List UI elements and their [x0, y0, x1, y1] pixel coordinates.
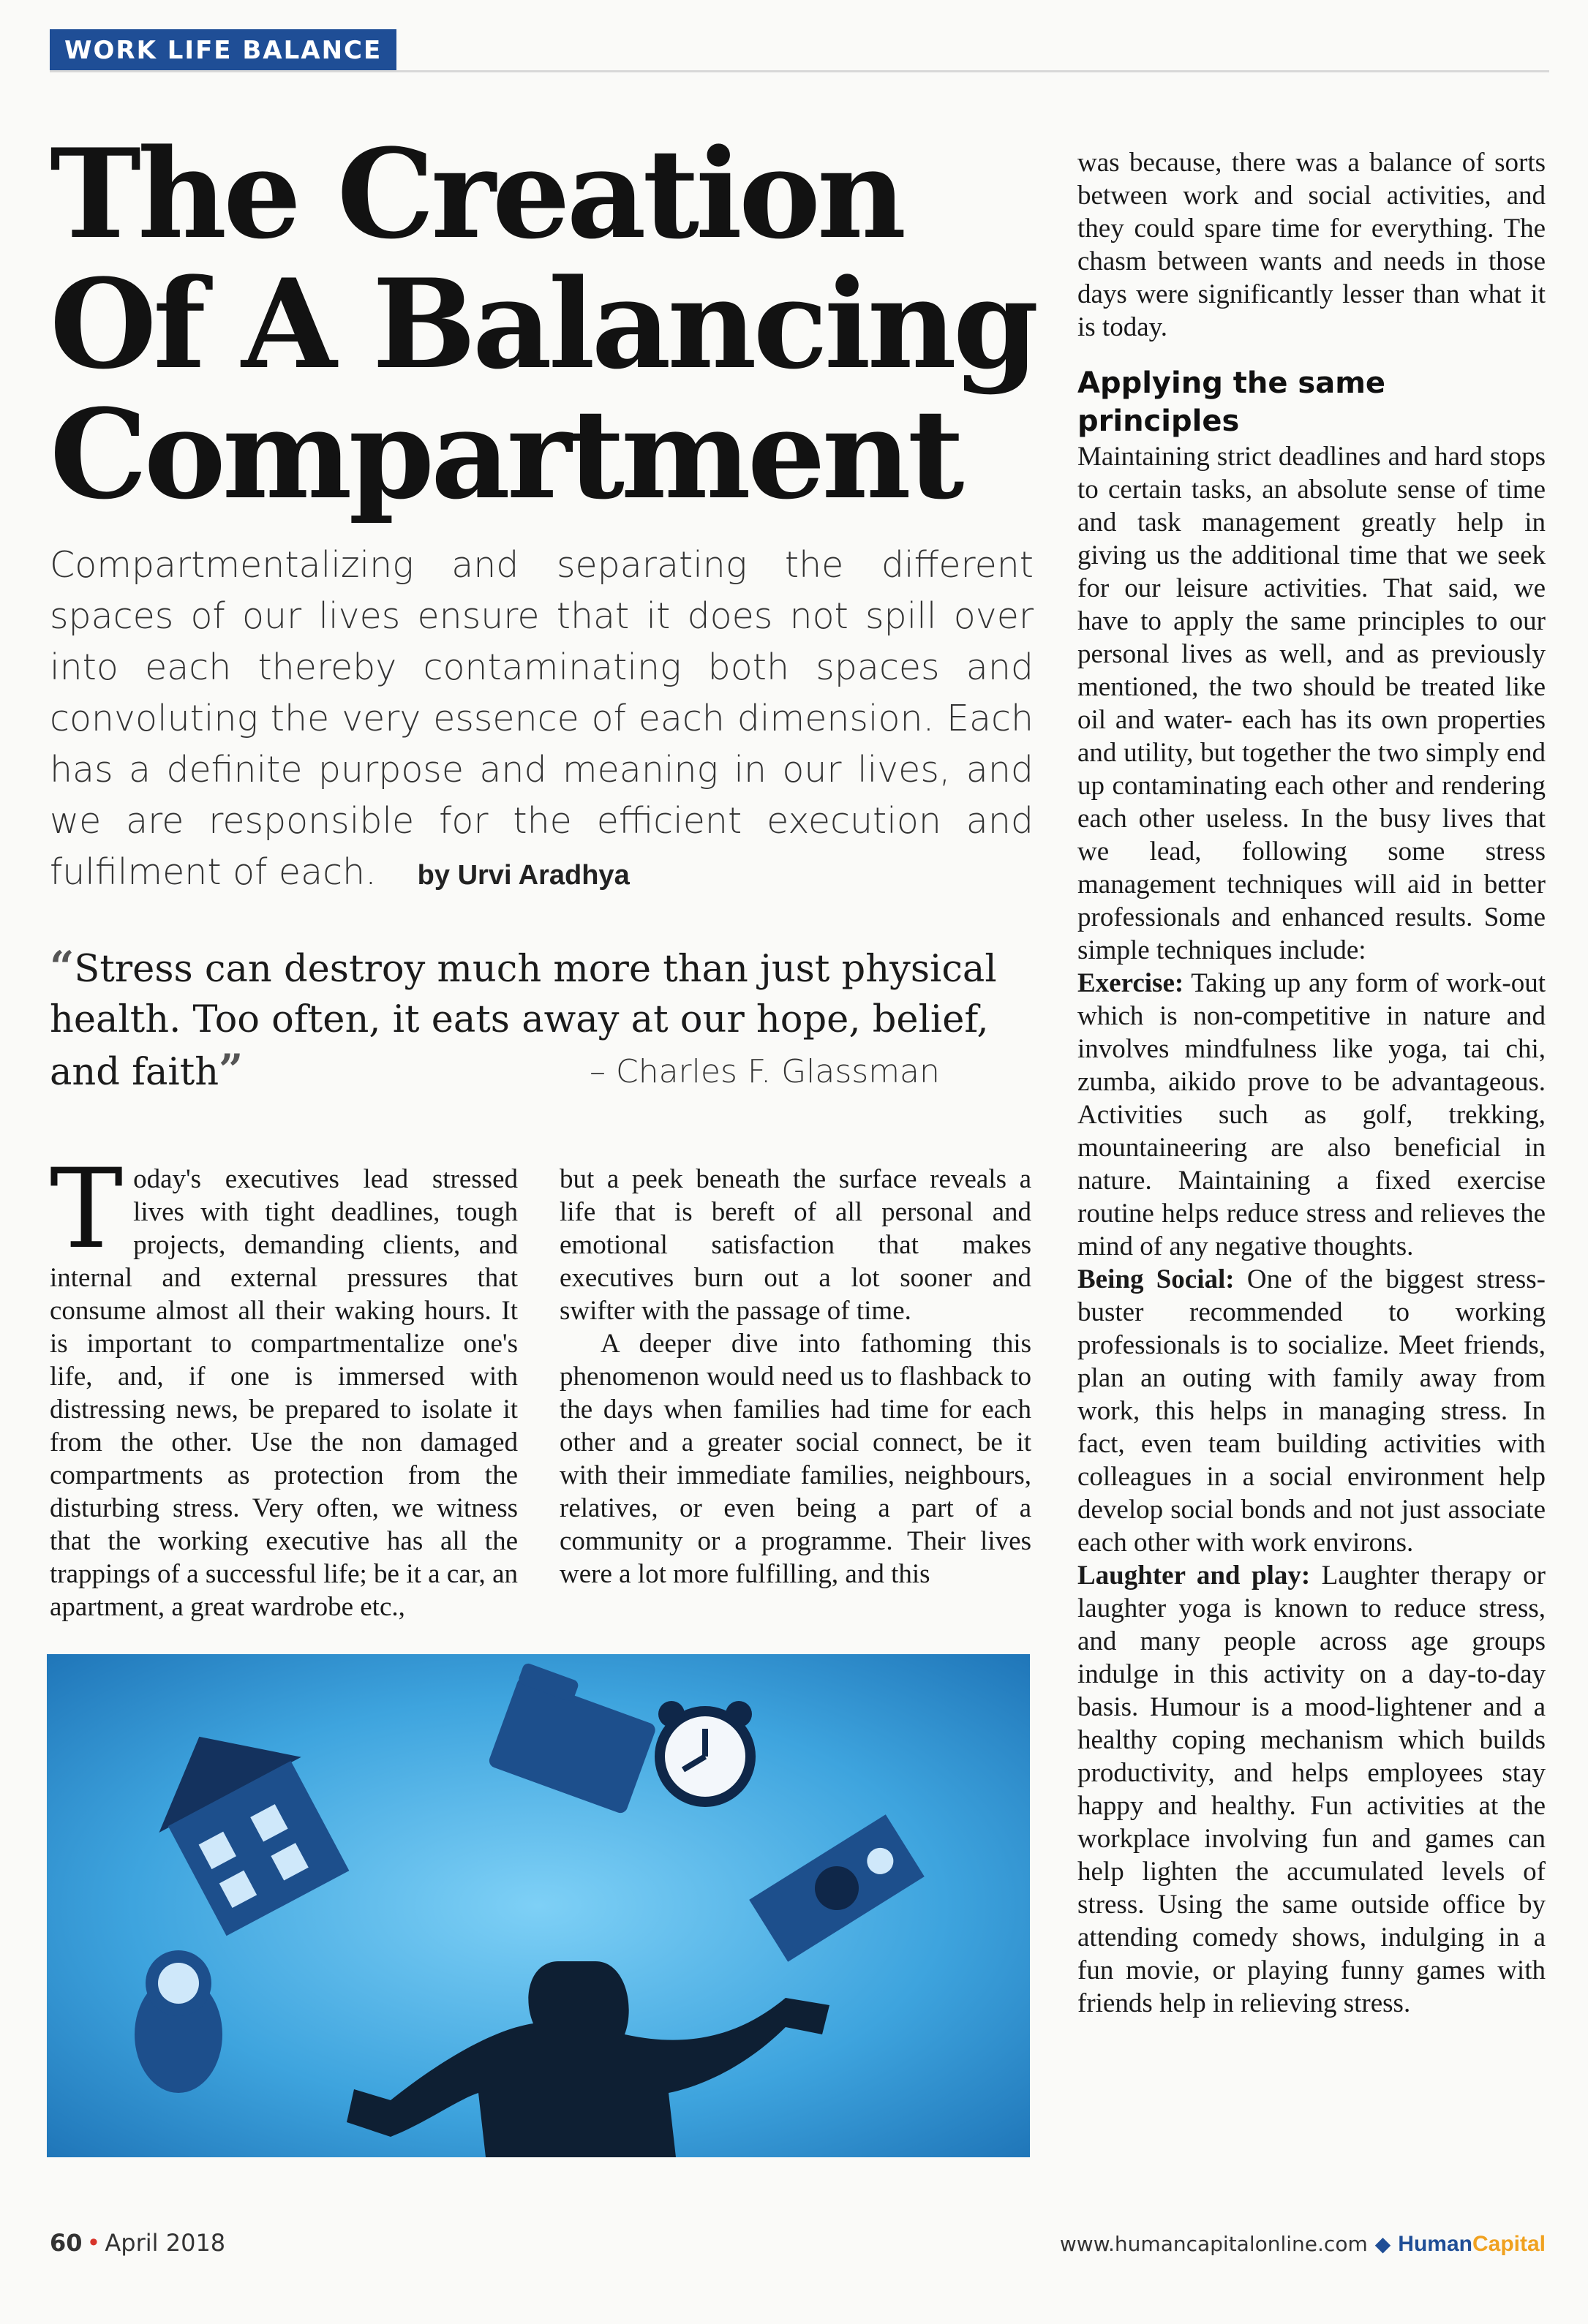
title-line-2: Of A Balancing	[50, 252, 1036, 396]
juggling-illustration	[47, 1654, 1030, 2157]
alarm-clock-icon	[658, 1701, 752, 1802]
paragraph-social	[1077, 1263, 1546, 1559]
paragraph: was because, there was a balance of sorts between work and social activities, and they could spare time for everything. The chasm between wants and needs in those days were significantly lesser than what it is today.	[1077, 148, 1546, 342]
paragraph	[50, 1146, 518, 1623]
open-quote-mark: “	[50, 942, 75, 992]
quote-text: Stress can destroy much more than just physical health. Too often, it eats away at our hope, belief, and faith	[50, 948, 997, 1094]
drop-cap: T	[50, 1146, 124, 1273]
quote-author: – Charles F. Glassman	[590, 1053, 940, 1090]
deck-text: Compartmentalizing and separating the different spaces of our lives ensure that it does not spill over into each thereby contaminating both spaces and convoluting the very essence of each dimension. Each has a definite purpose and meaning in our lives, and we are responsible for the efficient execution and fulfilment of each.	[50, 544, 1034, 893]
social-text: One of the biggest stress-buster recommended to working professionals is to socialize. Meet friends, plan an outing with family away from work, this helps in managing stress. In fact, even team building activities with colleagues in a social environment help develop social bonds and not just associate each other with work environs.	[1077, 1264, 1546, 1558]
paragraph-laughter	[1077, 1559, 1546, 2020]
social-label: Being Social:	[1077, 1264, 1235, 1294]
separator-dot: •	[86, 2229, 101, 2257]
diamond-separator: ◆	[1374, 2232, 1391, 2256]
paragraph-exercise	[1077, 967, 1546, 1263]
body-column-3	[1077, 146, 1546, 2020]
issue-date: April 2018	[105, 2229, 226, 2257]
close-quote-mark: ”	[219, 1045, 244, 1095]
header-rule	[50, 70, 1549, 72]
footer-page-info	[50, 2229, 225, 2257]
title-line-1: The Creation	[50, 121, 903, 266]
matryoshka-doll-icon	[135, 1950, 222, 2093]
exercise-text: Taking up any form of work-out which is non-competitive in nature and involves mindfulness like yoga, tai chi, zumba, aikido prove to be advantageous. Activities such as golf, trekking, mountaineering are also beneficial in nature. Maintaining a fixed exercise routine helps reduce stress and relieves the mind of any negative thoughts.	[1077, 968, 1546, 1261]
exercise-label: Exercise:	[1077, 968, 1184, 998]
title-line-3: Compartment	[50, 382, 961, 527]
paragraph-text: oday's executives lead stressed lives with tight deadlines, tough projects, demanding clients, and internal and external pressures that consume almost all their waking hours. It is important to compartmentalize one's life, and, if one is immersed with distressing news, be prepared to isolate it from the other. Use the non damaged compartments as protection from the disturbing stress. Very often, we witness that the working executive has all the trappings of a successful life; be it a car, an apartment, a great wardrobe etc.,	[50, 1164, 518, 1622]
body-column-2	[560, 1163, 1031, 1591]
article-deck	[50, 540, 1034, 901]
byline: by Urvi Aradhya	[417, 860, 630, 891]
footer-brand	[1060, 2232, 1546, 2257]
paragraph: Maintaining strict deadlines and hard stops to certain tasks, an absolute sense of time and task management greatly help in giving us the additional time that we seek for our leisure activities. That said, we have to apply the same principles to our personal lives as well, and as previously mentioned, the two should be treated like oil and water- each has its own properties and utility, but together the two simply end up contaminating each other and rendering each other useless. In the busy lives that we lead, following some stress management techniques will aid in better professionals and enhanced results. Some simple techniques include:	[1077, 442, 1546, 965]
laughter-label: Laughter and play:	[1077, 1561, 1311, 1591]
paragraph: but a peek beneath the surface reveals a life that is bereft of all personal and emotional satisfaction that makes executives burn out a lot sooner and swifter with the passage of time.	[560, 1164, 1031, 1326]
page-number: 60	[50, 2229, 83, 2257]
article-title	[50, 121, 1036, 527]
paragraph: A deeper dive into fathoming this phenomenon would need us to flashback to the days when families had time for each other and a greater social connect, be it with their immediate families, neighbours, relatives, or even being a part of a community or a programme. Their lives were a lot more fulfilling, and this	[560, 1329, 1031, 1589]
subheading: Applying the same principles	[1077, 366, 1386, 438]
body-column-1	[50, 1146, 518, 1623]
website-url: www.humancapitalonline.com	[1059, 2232, 1368, 2256]
laughter-text: Laughter therapy or laughter yoga is known to reduce stress, and many people across age groups indulge in this activity on a day-to-day basis. Humour is a mood-lightener and a healthy coping mechanism which builds productivity, and helps employees stay happy and healthy. Fun activities at the workplace involving fun and games can help lighten the accumulated levels of stress. Using the same outside office by attending comedy shows, indulging in a fun movie, or playing funny games with friends help in relieving stress.	[1077, 1561, 1546, 2018]
section-tag: WORK LIFE BALANCE	[50, 29, 396, 72]
brand-logo-human: Human	[1398, 2232, 1472, 2256]
brand-logo-capital: Capital	[1472, 2232, 1546, 2256]
